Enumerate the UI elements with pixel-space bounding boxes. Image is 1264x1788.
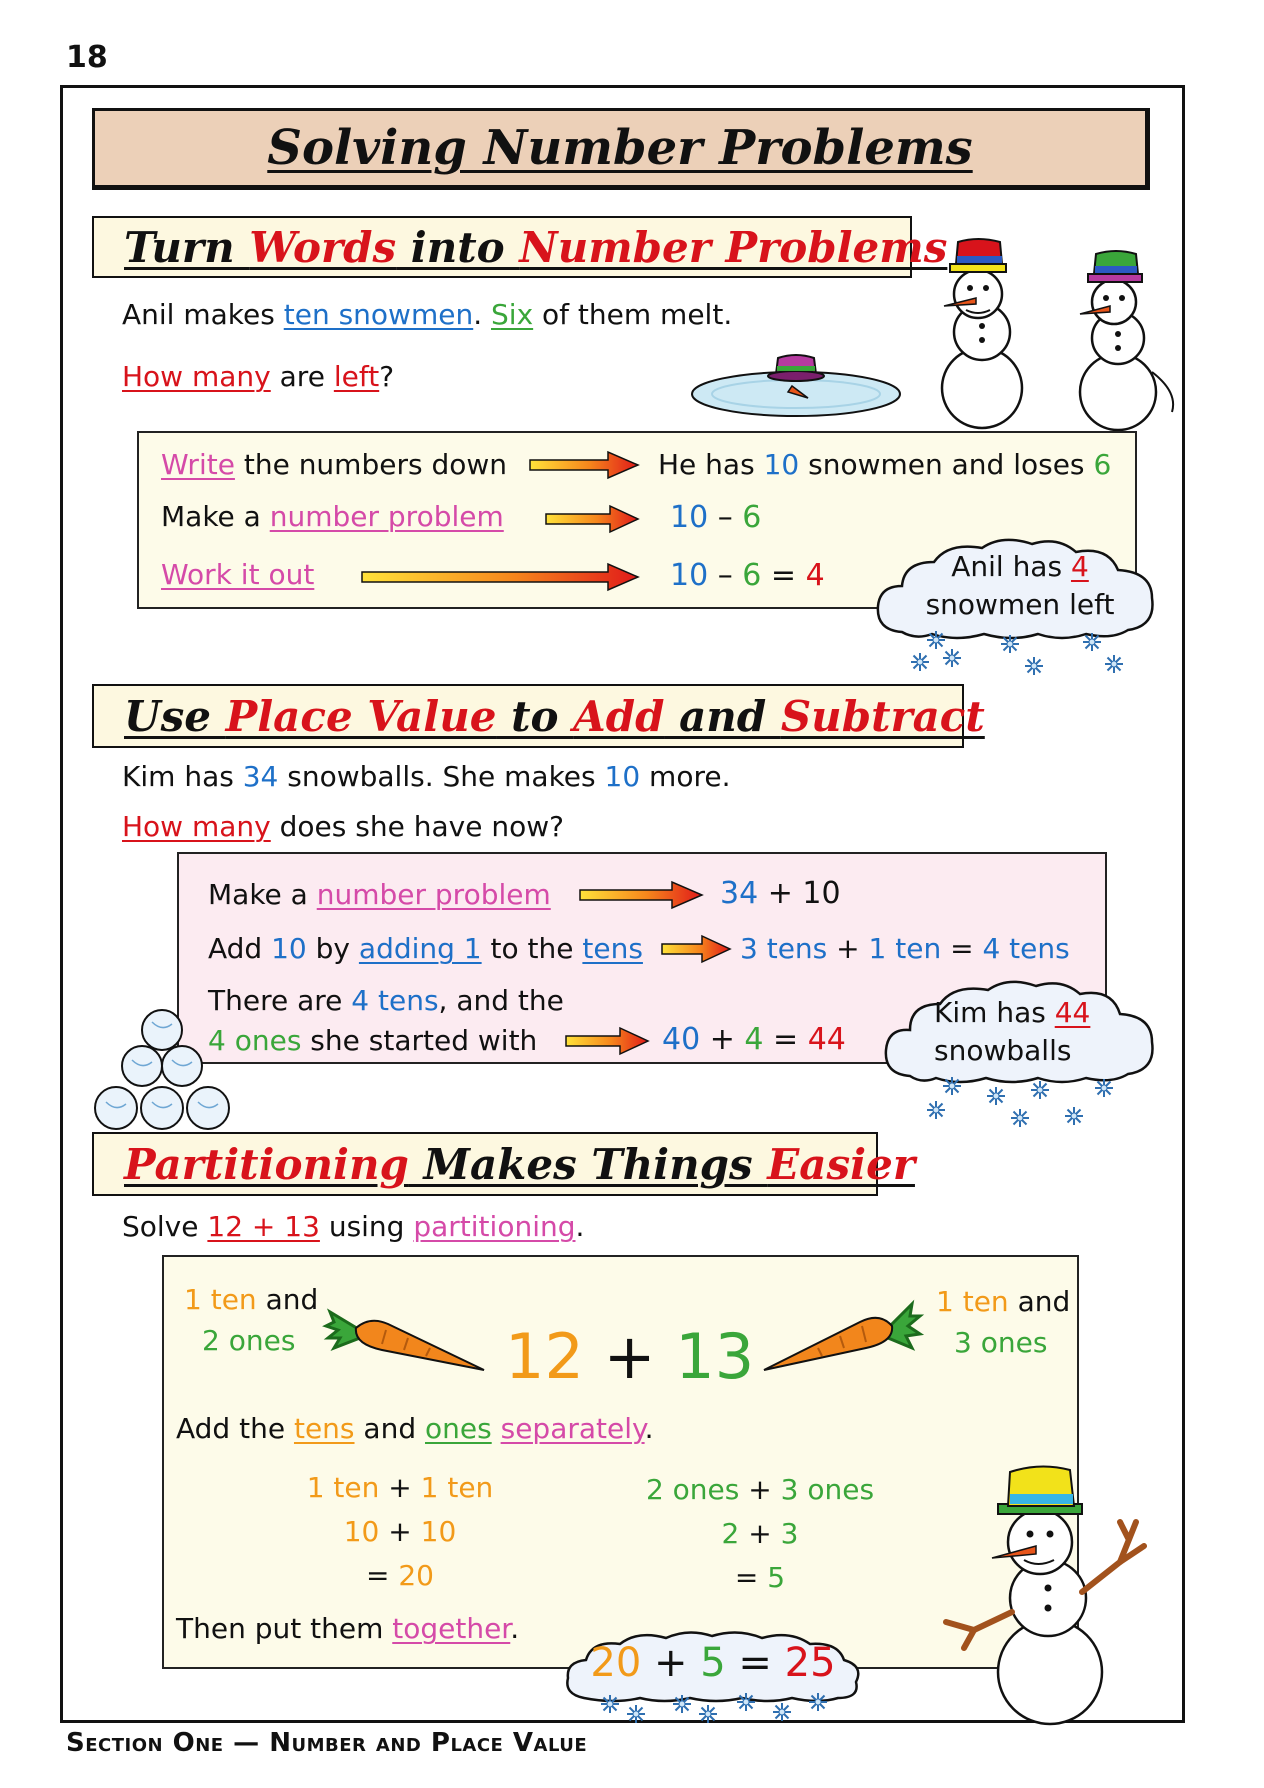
snowflake-icon [900,632,1140,678]
section3-heading: Partitioning Makes Things Easier [124,1139,915,1189]
melted-snowman-icon [688,352,904,420]
pv-row2-label: Add 10 by adding 1 to the tens [208,932,643,965]
arrow-icon [580,880,704,910]
section1-heading: Turn Words into Number Problems [124,222,948,272]
pv-row4-result: 40 + 4 = 44 [662,1022,846,1057]
section2-heading: Use Place Value to Add and Subtract [124,691,985,741]
cloud3-text: 20 + 5 = 25 [590,1640,836,1686]
pv-row1-result: 34 + 10 [720,876,841,911]
step-work-result: 10 – 6 = 4 [670,558,825,593]
step-write-result: He has 10 snowmen and loses 6 [658,448,1112,481]
section1-heading-box [92,216,948,278]
section3-heading-box [92,1132,915,1196]
title-banner [92,108,1150,190]
step-work: Work it out [161,558,315,591]
snowman-icon [1060,252,1180,432]
snowman-icon [940,1462,1154,1724]
cloud1-text: Anil has 4 snowmen left [925,550,1115,621]
page-number: 18 [66,40,108,75]
page-title: Solving Number Problems [267,120,973,176]
partition-left-label: 1 ten and 2 ones [184,1283,319,1357]
arrow-icon [546,504,640,534]
pv-row1-label: Make a number problem [208,878,551,911]
arrow-icon [662,934,732,964]
snowflake-icon [596,1694,836,1724]
step-write: Write the numbers down [161,448,508,481]
arrow-icon [530,450,640,480]
step-make-result: 10 – 6 [670,500,762,535]
snowball-pile-icon [92,1008,234,1134]
snowman-icon [922,240,1042,430]
tens-column: 1 ten + 1 ten 10 + 10 = 20 [306,1471,494,1592]
cloud2-text: Kim has 44 snowballs [934,996,1091,1067]
page-footer: Section One — Number and Place Value [66,1728,588,1758]
pv-row2-result: 3 tens + 1 ten = 4 tens [740,932,1070,965]
partition-instruction: Add the tens and ones separately. [176,1412,654,1445]
section1-line1: Anil makes ten snowmen. Six of them melt. [122,298,733,331]
pv-row3-label: There are 4 tens, and the [208,984,564,1017]
section2-line2: How many does she have now? [122,810,564,843]
pv-row4-label: 4 ones she started with [208,1024,538,1057]
section2-line1: Kim has 34 snowballs. She makes 10 more. [122,760,731,793]
snowflake-icon [912,1076,1132,1128]
step-make: Make a number problem [161,500,504,533]
section3-line1: Solve 12 + 13 using partitioning. [122,1210,585,1243]
partition-together: Then put them together. [176,1612,520,1645]
ones-column: 2 ones + 3 ones 2 + 3 = 5 [645,1473,875,1594]
partition-right-label: 1 ten and 3 ones [936,1285,1071,1359]
carrot-icon [326,1300,488,1376]
section1-line2: How many are left? [122,360,395,393]
arrow-icon [362,562,640,592]
arrow-icon [566,1026,650,1056]
carrot-icon [760,1296,922,1376]
partition-big-sum: 12 + 13 [505,1320,755,1393]
section2-heading-box [92,684,985,748]
